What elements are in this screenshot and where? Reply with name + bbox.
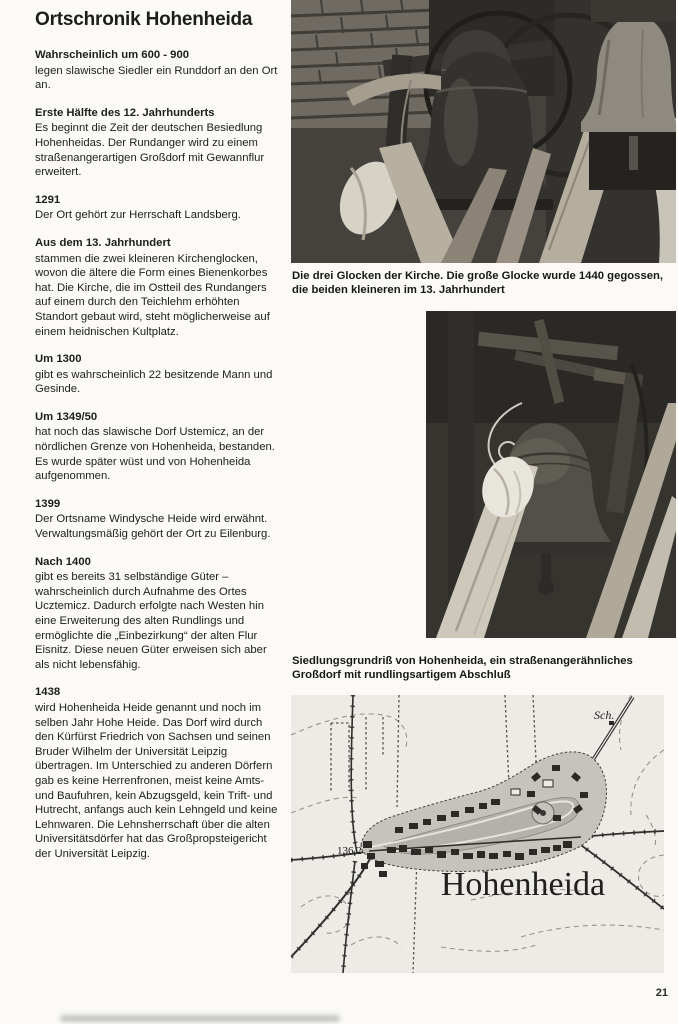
- bells-photo: [291, 0, 676, 263]
- bell-closeup-illustration: [426, 311, 676, 638]
- map-school-label: Sch.: [594, 707, 615, 722]
- timeline-entry: [35, 106, 281, 180]
- timeline-entry: [35, 352, 281, 397]
- page-number: 21: [655, 987, 668, 999]
- timeline-entry: [35, 497, 281, 542]
- village-map-illustration: [291, 695, 664, 973]
- entry-body: wird Hohenheida Heide genannt und noch im selben Jahr Hohe Heide. Das Dorf wird durch den Kürfürst Friedrich von Sachsen und seinen Bruder Wilhelm der Universität Leipzig übertragen. Im Unterschied zu anderen Dörfern gab es keine Herrenfronen, meist keine Amts- und Baufuhren, kein Abzugsgeld, kein Trift- und Hutrecht, anfangs auch kein Lehngeld und keine Lehnwaren. Die Lehnsherrschaft über die alten Universitätsdörfer hat das Großpropsteigericht der Universität Leipzig.: [35, 701, 278, 860]
- figure-column: [291, 0, 676, 973]
- entry-body: legen slawische Siedler ein Runddorf an den Ort an.: [35, 64, 278, 92]
- map-caption: Siedlungsgrundriß von Hohenheida, ein straßenangerähnliches Großdorf mit rundlingsartigem Abschluß: [292, 654, 633, 681]
- entry-heading: Erste Hälfte des 12. Jahrhunderts: [35, 106, 215, 119]
- bell-closeup-photo: [426, 311, 676, 638]
- timeline-entry: [35, 236, 281, 339]
- timeline-entry: [35, 685, 281, 861]
- entry-body: gibt es wahrscheinlich 22 besitzende Mann und Gesinde.: [35, 368, 273, 396]
- bells-caption: Die drei Glocken der Kirche. Die große Glocke wurde 1440 gegossen, die beiden kleineren im 13. Jahrhundert: [292, 270, 664, 296]
- entry-body: stammen die zwei kleineren Kirchenglocken, wovon die ältere die Form eines Bienenkorbes hat. Die Kirche, die im Ostteil des Rundangers auf einem durch den Teichlehm erhöhten Standort gebaut wird, steht möglicherweise auf einem heidnischen Kultplatz.: [35, 252, 270, 338]
- entry-body: gibt es bereits 31 selbständige Güter – wahrscheinlich durch Aufnahme des Ortes Ucztemicz. Dadurch erfolgte nach Westen hin eine Erweiterung des alten Rundlings und ermöglichte die „Einbezirkung“ der alten Flur Eisnitz. Diese neuen Güter erweisen sich aber als nicht lebensfähig.: [35, 571, 267, 671]
- entry-body: Der Ortsname Windysche Heide wird erwähnt. Verwaltungsmäßig gehört der Ort zu Eilenburg.: [35, 513, 271, 541]
- timeline-entry: [35, 555, 281, 673]
- bells-photo-illustration: [291, 0, 676, 263]
- map-elevation-label: 136,2: [337, 844, 362, 857]
- page-title: Ortschronik Hohenheida: [35, 9, 253, 30]
- entry-body: hat noch das slawische Dorf Ustemicz, an der nördlichen Grenze von Hohenheida, bestanden. Es wurde später wüst und von Hohenheida aufgenommen.: [35, 426, 275, 483]
- entry-heading: Nach 1400: [35, 555, 91, 568]
- entry-heading: Um 1349/50: [35, 410, 98, 423]
- map-village-label: Hohenheida: [440, 865, 606, 903]
- entry-heading: Wahrscheinlich um 600 - 900: [35, 49, 190, 61]
- scan-smudge: [60, 1015, 340, 1022]
- entry-body: Der Ort gehört zur Herrschaft Landsberg.: [35, 209, 241, 222]
- entry-body: Es beginnt die Zeit der deutschen Besiedlung Hohenheidas. Der Rundanger wird zu einem straßenangerartigen Großdorf mit Gewannflur erweitert.: [35, 122, 265, 179]
- timeline-entry: [35, 193, 281, 223]
- entry-heading: Um 1300: [35, 353, 82, 366]
- timeline-entry: [35, 410, 281, 484]
- entry-heading: 1291: [35, 193, 61, 206]
- entry-heading: 1438: [35, 686, 61, 699]
- timeline-entry: [35, 48, 281, 93]
- village-map: [291, 695, 664, 973]
- timeline-column: [35, 0, 281, 973]
- entry-heading: 1399: [35, 497, 61, 510]
- entry-heading: Aus dem 13. Jahrhundert: [35, 236, 171, 249]
